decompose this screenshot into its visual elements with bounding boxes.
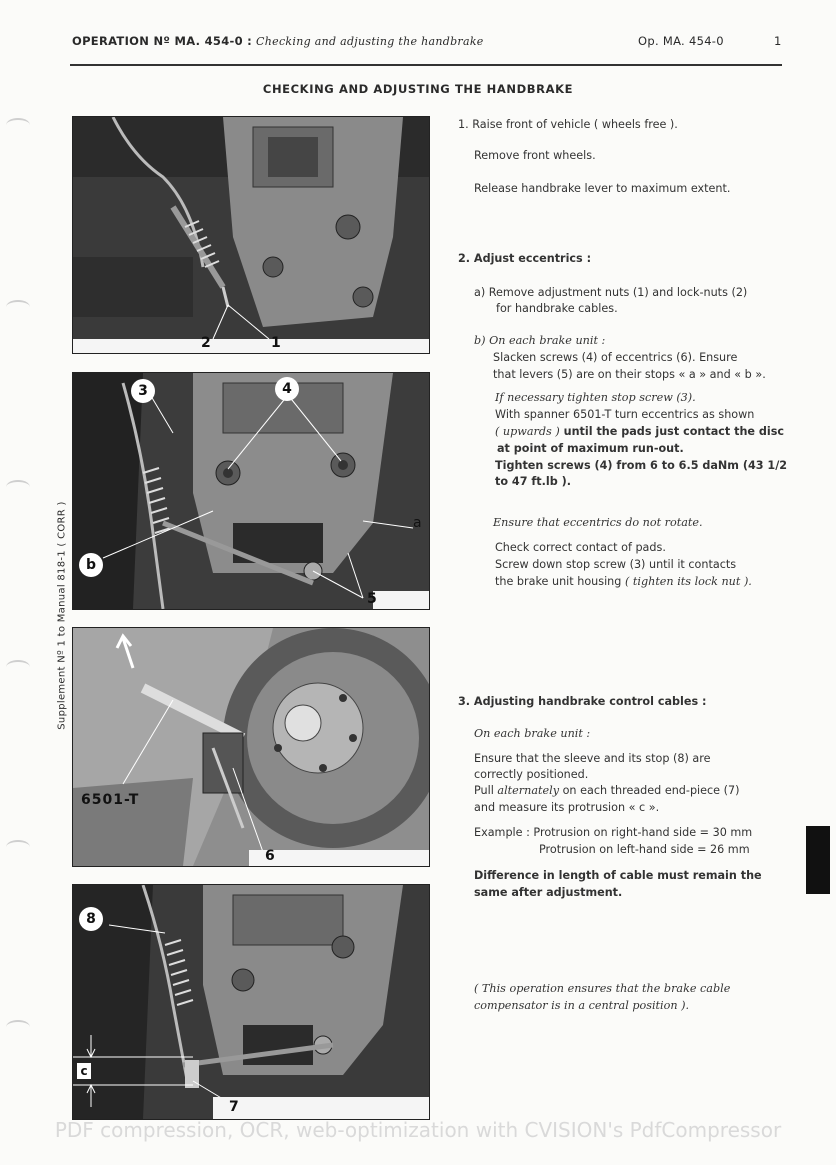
step3-subheading: On each brake unit : — [474, 727, 591, 740]
step1-line-2: Remove front wheels. — [474, 149, 596, 162]
step2-b-line-10: Check correct contact of pads. — [495, 541, 666, 554]
step2-b-line-5-italic: ( upwards ) — [495, 425, 560, 438]
step2-b-line-8: to 47 ft.lb ). — [495, 475, 571, 488]
step2-a-line-2: for handbrake cables. — [496, 302, 618, 315]
punch-mark — [6, 660, 30, 674]
step3-line-3c: on each threaded end-piece (7) — [559, 784, 740, 797]
figure-2-photo — [72, 372, 430, 610]
figure-3-drawing — [73, 628, 429, 866]
step3-line-3 — [474, 783, 739, 800]
step2-b-line-3: If necessary tighten stop screw (3). — [495, 391, 696, 404]
step2-b-line-6: at point of maximum run-out. — [497, 442, 684, 455]
step3-heading: 3. Adjusting handbrake control cables : — [458, 695, 707, 708]
step2-b-line-1: Slacken screws (4) of eccentrics (6). Ensure — [493, 351, 738, 364]
step3-line-2: correctly positioned. — [474, 768, 589, 781]
punch-mark — [6, 300, 30, 314]
step2-b-line-5-bold: until the pads just contact the disc — [559, 425, 785, 438]
footer-watermark: PDF compression, OCR, web-optimization with CVISION's PdfCompressor — [54, 1118, 782, 1142]
header-rule — [70, 64, 782, 66]
figure-1-label-2: 2 — [201, 335, 211, 351]
punch-mark — [6, 840, 30, 854]
figure-1-drawing — [73, 117, 429, 353]
step2-b-line-2: that levers (5) are on their stops « a » and « b ». — [493, 368, 766, 381]
step2-b-line-4: With spanner 6501-T turn eccentrics as shown — [495, 408, 755, 421]
figure-1-photo — [72, 116, 430, 354]
header-left — [72, 34, 484, 48]
section-tab-marker — [806, 826, 830, 894]
figure-3-photo — [72, 627, 430, 867]
punch-mark — [6, 480, 30, 494]
step3-example-1: Example : Protrusion on right-hand side = 30 mm — [474, 826, 753, 839]
step1-line-3: Release handbrake lever to maximum extent. — [474, 182, 731, 195]
figure-2-label-5: 5 — [367, 591, 377, 607]
step2-heading: 2. Adjust eccentrics : — [458, 252, 592, 265]
page-title: CHECKING AND ADJUSTING THE HANDBRAKE — [262, 82, 574, 96]
step3-line-3a: Pull — [474, 784, 498, 797]
punch-mark — [6, 118, 30, 132]
step2-b-line-12-italic: ( tighten its lock nut ). — [624, 575, 752, 588]
step3-line-3b: alternately — [497, 784, 560, 797]
header-page-number: 1 — [774, 34, 782, 48]
figure-1-label-1: 1 — [271, 335, 281, 351]
header-operation: OPERATION Nº MA. 454-0 : — [72, 34, 253, 48]
figure-2-label-4: 4 — [275, 377, 299, 401]
figure-2-label-b: b — [79, 553, 103, 577]
step2-a-line-1: a) Remove adjustment nuts (1) and lock-nuts (2) — [474, 286, 748, 299]
header-op-code: Op. MA. 454-0 — [638, 34, 724, 48]
figure-3-label-tool: 6501-T — [81, 792, 140, 808]
figure-2-drawing — [73, 373, 429, 609]
sidebar-supplement-text: Supplement Nº 1 to Manual 818-1 ( CORR ) — [56, 501, 68, 730]
figure-3-label-6: 6 — [265, 848, 275, 864]
step3-line-1: Ensure that the sleeve and its stop (8) are — [474, 752, 711, 765]
figure-4-label-7: 7 — [229, 1099, 239, 1115]
punch-mark — [6, 1020, 30, 1034]
figure-4-label-8: 8 — [79, 907, 103, 931]
header-subject: Checking and adjusting the handbrake — [256, 35, 484, 48]
step2-b-line-12 — [495, 574, 752, 591]
step2-b-line-12-text: the brake unit housing — [495, 575, 622, 588]
step3-note-2: compensator is in a central position ). — [474, 999, 690, 1012]
step2-b-line-7: Tighten screws (4) from 6 to 6.5 daNm (43 1/2 — [495, 459, 788, 472]
step3-note-1: ( This operation ensures that the brake cable — [474, 982, 731, 995]
figure-4-drawing — [73, 885, 429, 1119]
step3-difference-1: Difference in length of cable must remain the — [474, 869, 762, 882]
figure-4-label-c: c — [77, 1063, 91, 1079]
step3-line-4: and measure its protrusion « c ». — [474, 801, 660, 814]
step2-b-heading: b) On each brake unit : — [474, 334, 606, 347]
figure-2-label-a: a — [413, 515, 422, 531]
step3-difference-2: same after adjustment. — [474, 886, 623, 899]
figure-4-photo — [72, 884, 430, 1120]
step2-b-line-11: Screw down stop screw (3) until it contacts — [495, 558, 737, 571]
step2-b-line-9: Ensure that eccentrics do not rotate. — [493, 516, 703, 529]
step1-line-1: 1. Raise front of vehicle ( wheels free ). — [458, 118, 678, 131]
step3-example-2: Protrusion on left-hand side = 26 mm — [539, 843, 750, 856]
step2-b-line-5 — [495, 424, 784, 441]
sidebar-supplement — [52, 500, 72, 740]
figure-2-label-3: 3 — [131, 379, 155, 403]
